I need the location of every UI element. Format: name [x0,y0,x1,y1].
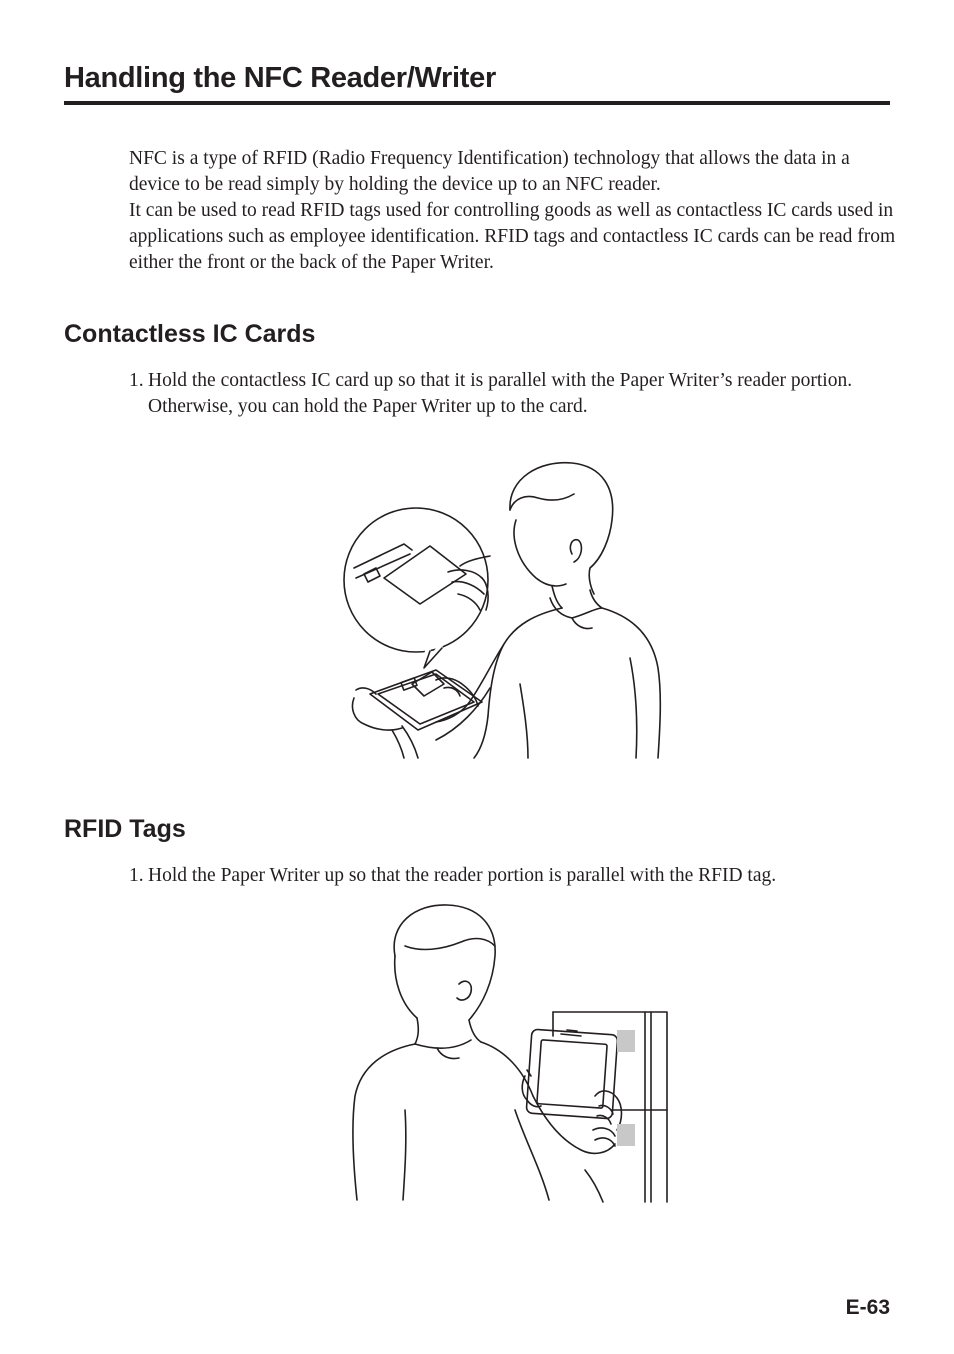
step-note: Otherwise, you can hold the Paper Writer up to the card. [148,396,588,417]
rfid-step-1 [129,863,889,889]
step-text: Hold the contactless IC card up so that it is parallel with the Paper Writer’s reader portion. [148,370,853,391]
step-text: Hold the Paper Writer up so that the reader portion is parallel with the RFID tag. [148,865,777,886]
contactless-step-1 [129,368,889,420]
rfid-tag-illustration [345,900,675,1205]
step-number: 1. [129,370,144,391]
step-number: 1. [129,865,144,886]
contactless-card-illustration [340,458,680,760]
intro-text [129,146,899,276]
page-number: E-63 [845,1296,890,1319]
section-heading-contactless-ic-cards: Contactless IC Cards [64,320,316,348]
intro-paragraph: It can be used to read RFID tags used for controlling goods as well as contactless IC cards used in applications such as employee identification. RFID tags and contactless IC cards can be read from either the front or the back of the Paper Writer. [129,200,896,273]
section-heading-rfid-tags: RFID Tags [64,815,186,843]
page-title: Handling the NFC Reader/Writer [64,62,890,105]
intro-paragraph: NFC is a type of RFID (Radio Frequency Identification) technology that allows the data in a device to be read simply by holding the device up to an NFC reader. [129,148,850,195]
